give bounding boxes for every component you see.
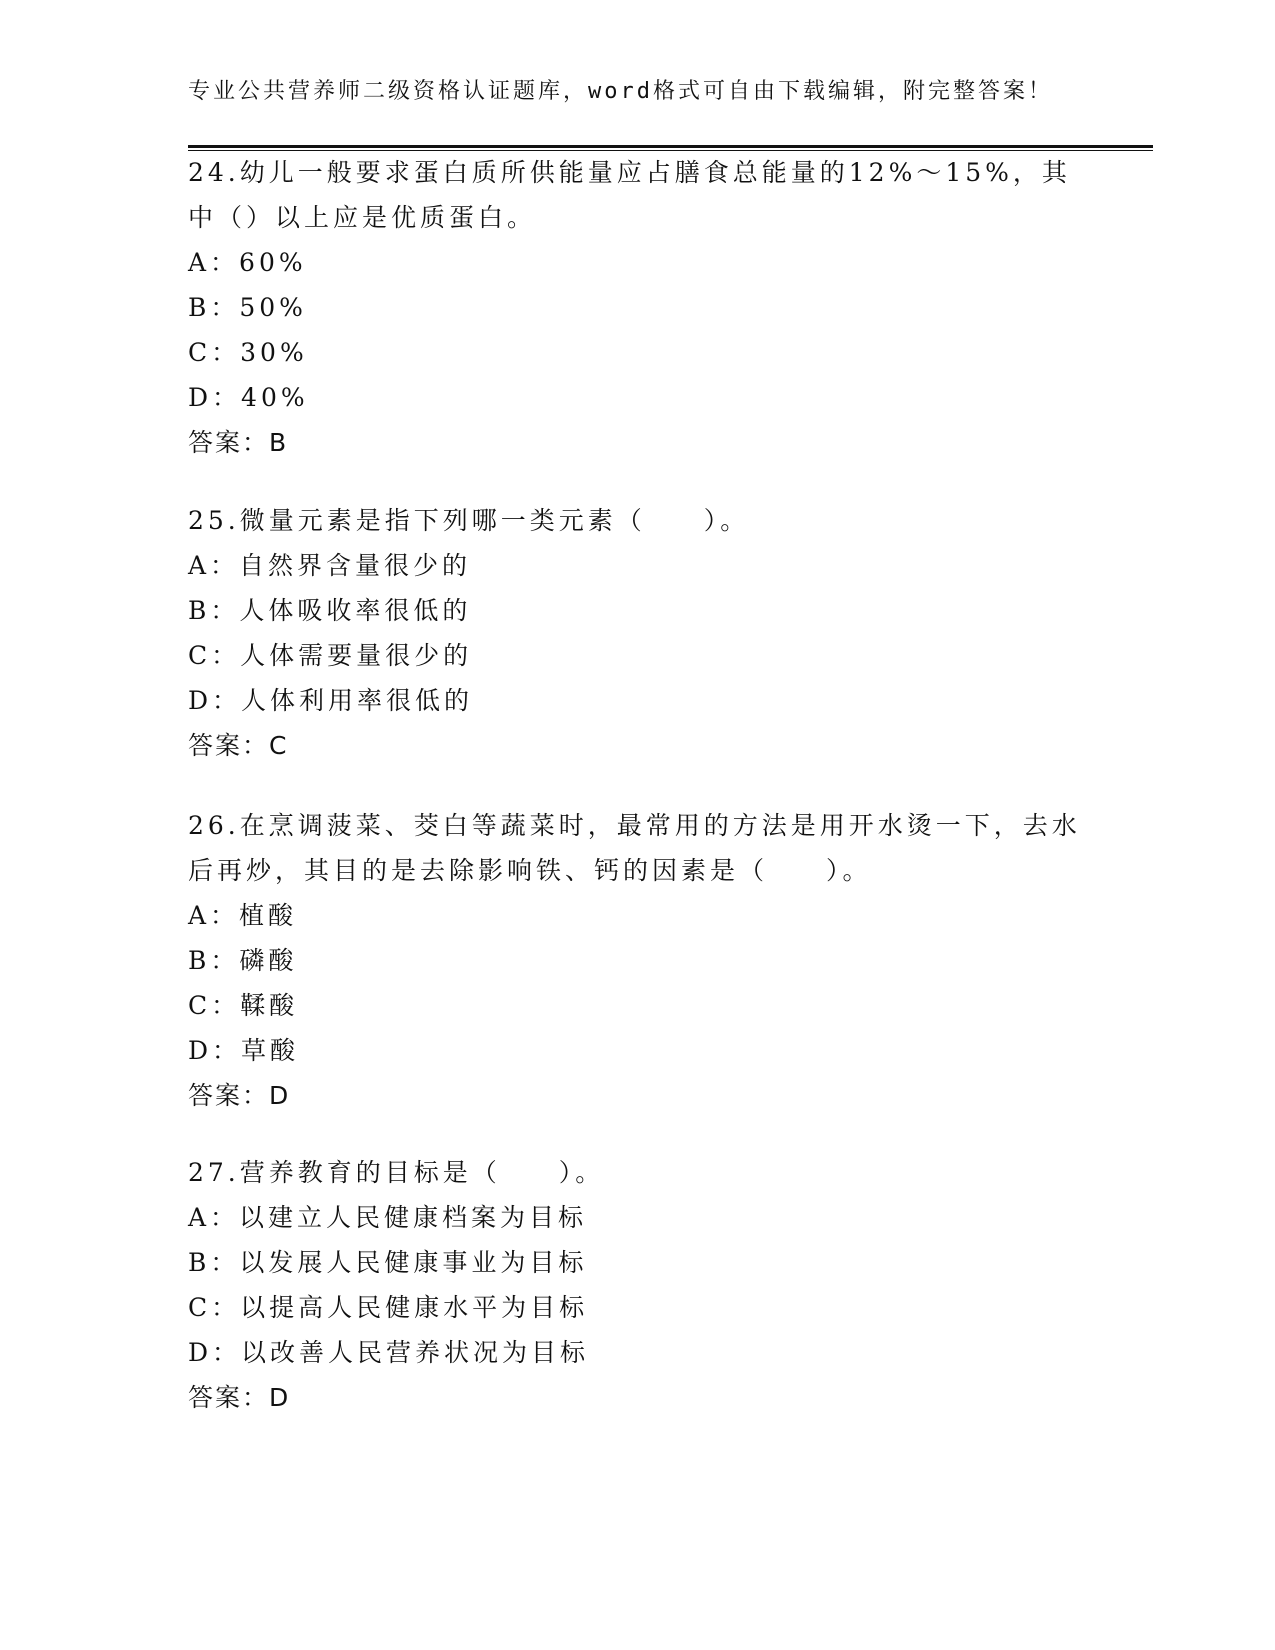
question-stem: 27.营养教育的目标是（ ）。 bbox=[188, 1158, 605, 1187]
option-d: D：40% bbox=[188, 383, 309, 412]
answer: 答案：D bbox=[188, 1383, 291, 1412]
question-25 bbox=[188, 498, 1088, 768]
option-d: D：以改善人民营养状况为目标 bbox=[188, 1338, 590, 1367]
option-b: B：人体吸收率很低的 bbox=[188, 596, 472, 625]
header-divider bbox=[188, 145, 1153, 148]
option-b: B：磷酸 bbox=[188, 946, 298, 975]
question-stem: 25.微量元素是指下列哪一类元素（ ）。 bbox=[188, 506, 750, 535]
question-27 bbox=[188, 1150, 1088, 1420]
option-d: D：草酸 bbox=[188, 1036, 300, 1065]
answer: 答案：C bbox=[188, 731, 289, 760]
page-header: 专业公共营养师二级资格认证题库，word格式可自由下载编辑，附完整答案！ bbox=[188, 79, 1053, 104]
option-a: A：以建立人民健康档案为目标 bbox=[188, 1203, 588, 1232]
option-a: A：60% bbox=[188, 248, 307, 277]
question-24 bbox=[188, 150, 1088, 465]
answer: 答案：D bbox=[188, 1081, 291, 1110]
question-stem: 24.幼儿一般要求蛋白质所供能量应占膳食总能量的12%～15%，其中（）以上应是优质蛋白。 bbox=[188, 158, 1071, 232]
option-d: D：人体利用率很低的 bbox=[188, 686, 474, 715]
option-c: C：鞣酸 bbox=[188, 991, 299, 1020]
option-a: A：自然界含量很少的 bbox=[188, 551, 472, 580]
question-26 bbox=[188, 803, 1088, 1118]
option-b: B：以发展人民健康事业为目标 bbox=[188, 1248, 588, 1277]
option-c: C：30% bbox=[188, 338, 308, 367]
option-a: A：植酸 bbox=[188, 901, 298, 930]
option-b: B：50% bbox=[188, 293, 307, 322]
question-stem: 26.在烹调菠菜、茭白等蔬菜时，最常用的方法是用开水烫一下，去水后再炒，其目的是去除影响铁、钙的因素是（ ）。 bbox=[188, 811, 1081, 885]
option-c: C：以提高人民健康水平为目标 bbox=[188, 1293, 589, 1322]
option-c: C：人体需要量很少的 bbox=[188, 641, 473, 670]
answer: 答案：B bbox=[188, 428, 289, 457]
